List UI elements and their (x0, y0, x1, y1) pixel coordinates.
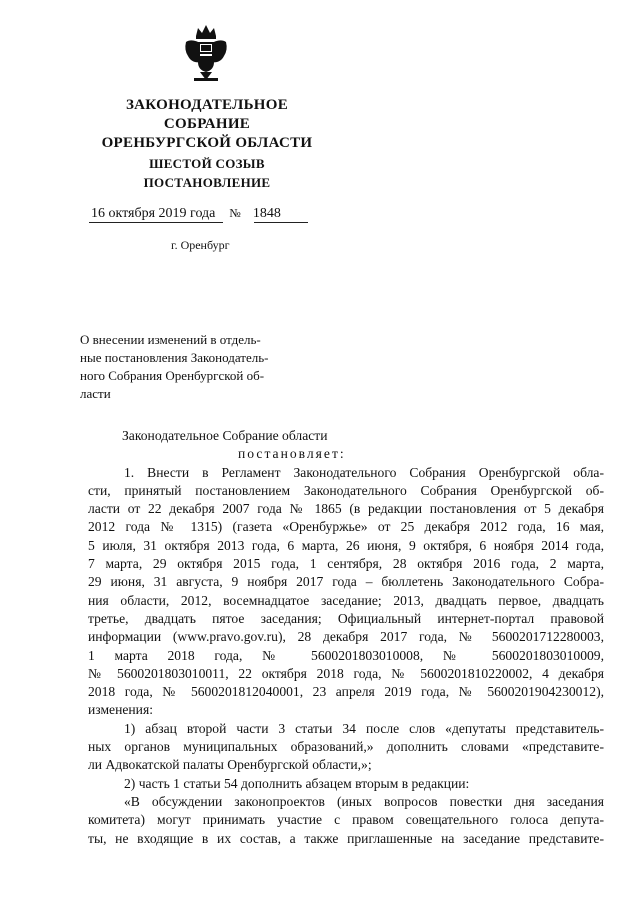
body-line: информации (www.pravo.gov.ru), 28 декабря 2017 года, № 5600201712280003, (88, 629, 604, 645)
coat-of-arms-icon (182, 22, 230, 84)
document-type: ПОСТАНОВЛЕНИЕ (143, 175, 271, 190)
subject-line: ные постановления Законодатель- (80, 350, 269, 365)
body-line: сти, принятый постановлением Законодательного Собрания Оренбургской об- (88, 482, 604, 498)
number-sign: № (229, 206, 241, 220)
body-line: комитета) могут принимать участие с правом совещательного голоса депута- (88, 812, 604, 828)
body-line: 1. Внести в Регламент Законодательного Собрания Оренбургской обла- (124, 464, 604, 480)
body-line: 1 марта 2018 года, № 5600201803010008, № 5600201803010009, (88, 647, 604, 663)
body-line: изменения: (88, 702, 153, 718)
body-line: 29 июня, 31 августа, 9 ноября 2017 года – бюллетень Законодательного Собра- (88, 574, 604, 590)
body-line: ли Адвокатской палаты Оренбургской области,»; (88, 757, 372, 773)
body-line: Законодательное Собрание области (122, 428, 328, 443)
body-line: ния области, 2012, восемнадцатое заседание; 2013, двадцать первое, двадцать (88, 592, 604, 608)
date-underline (89, 222, 223, 223)
body-line: 2018 года, № 5600201812040001, 23 апреля 2019 года, № 5600201904230012), (88, 684, 604, 700)
body-line: 2012 года № 1315) (газета «Оренбуржье» от 25 декабря 2012 года, 16 мая, (88, 519, 604, 535)
date-number-line (91, 204, 281, 223)
document-subject (80, 331, 312, 403)
body-line: третье, двадцать пятое заседания; Официальный интернет-портал правовой (88, 610, 604, 626)
body-line: ласти от 22 декабря 2007 года № 1865 (в редакции постановления от 5 декабря (88, 501, 604, 517)
city: г. Оренбург (171, 238, 230, 252)
org-name-line-1: ЗАКОНОДАТЕЛЬНОЕ (125, 97, 289, 113)
document-number: 1848 (252, 206, 281, 221)
subject-line: ласти (80, 386, 111, 401)
number-underline (254, 222, 308, 223)
body-line: 5 июля, 31 октября 2013 года, 6 марта, 26 июня, 9 октября, 6 ноября 2014 года, (88, 537, 604, 553)
body-line: постановляет: (238, 446, 346, 462)
organization-header (62, 96, 352, 191)
subject-line: ного Собрания Оренбургской об- (80, 368, 265, 383)
subject-line: О внесении изменений в отдель- (80, 332, 261, 347)
body-line: ных органов муниципальных образований,» дополнить словами «представите- (88, 739, 604, 755)
document-date: 16 октября 2019 года (91, 206, 216, 221)
body-line: ты, не входящие в их состав, а также приглашенные на заседание представите- (88, 830, 604, 846)
org-name-line-3: ОРЕНБУРГСКОЙ ОБЛАСТИ (101, 135, 313, 151)
document-body (88, 427, 604, 848)
org-name-line-2: СОБРАНИЕ (163, 116, 251, 132)
body-line: 2) часть 1 статьи 54 дополнить абзацем вторым в редакции: (124, 775, 470, 791)
convocation: ШЕСТОЙ СОЗЫВ (149, 156, 265, 171)
body-line: «В обсуждении законопроектов (иных вопросов повестки дня заседания (124, 793, 604, 809)
body-line: № 5600201803010011, 22 октября 2018 года, № 5600201810220002, 4 декабря (88, 665, 604, 681)
body-line: 1) абзац второй части 3 статьи 34 после слов «депутаты представитель- (124, 720, 604, 736)
body-line: 7 марта, 29 октября 2015 года, 1 сентября, 28 октября 2016 года, 2 марта, (88, 556, 604, 572)
